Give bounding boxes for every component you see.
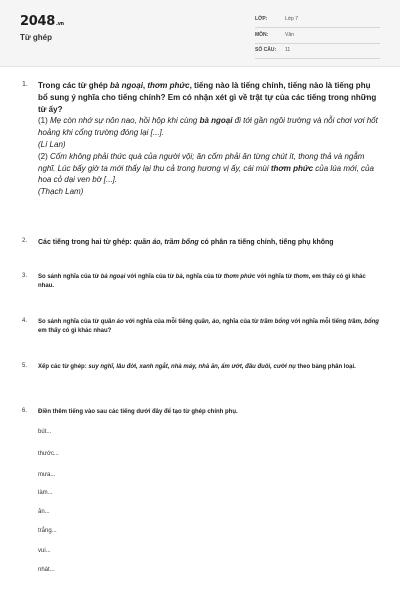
emphasized-term: bà ngoại [100,274,126,280]
question-text-run: So sánh nghĩa của từ [38,319,101,325]
emphasized-term: thơm phức [270,163,314,173]
document-header [0,0,400,67]
question-text [38,363,380,372]
emphasized-term: trầm, bổng [347,319,379,325]
answer-prompt: trắng... [38,528,57,534]
emphasized-term: bà [175,274,183,280]
question-text-run: So sánh nghĩa của từ [38,274,101,280]
question-text-run: với nghĩa từ [255,274,294,280]
logo-main: 2048 [20,14,55,29]
question-number: 1. [22,81,28,88]
meta-row-subject [255,29,380,44]
meta-value: 11 [285,47,291,53]
meta-value: Văn [285,32,294,38]
topic-title: Từ ghép [20,33,53,42]
question-text-run: Xếp các từ ghép: [38,364,89,370]
quote-number: (1) [38,116,50,126]
answer-prompt: làm... [38,490,53,496]
meta-label: LỚP: [255,16,268,22]
answer-prompt: mưa... [38,472,56,478]
logo-sub: .vn [55,21,64,27]
question-text [38,318,380,335]
quote-author: (Thạch Lam) [38,187,84,197]
question-text-run: với nghĩa mỗi tiếng [289,319,348,325]
question-text-run: em thấy có gì khác nhau? [38,327,112,334]
answer-prompt: thước... [38,451,59,457]
quote-number: (2) [38,151,50,161]
question-text [38,238,380,247]
question-number: 6. [22,408,28,414]
quote-text: đi tới gần ngôi trường và nỗi chơi vơi hốt hoảng khi cổng trường đóng lại [...]. [38,116,378,138]
question-number: 2. [22,238,28,244]
answer-prompt: nhát... [38,567,55,573]
quote-text: Mẹ còn nhớ sự nôn nao, hồi hộp khi cùng [50,116,200,126]
emphasized-term: trầm bổng [260,319,290,325]
quote-author: (Lí Lan) [38,139,66,149]
emphasized-term: thơm phức [147,81,190,90]
question-text-run: , nghĩa của từ [182,274,224,280]
emphasized-term: bà ngoại [199,116,233,126]
question-text-run: với nghĩa của mỗi tiếng [123,319,195,325]
question-text-run: , tiếng nào là tiếng chính, tiếng nào là tiếng phụ bổ sung ý nghĩa cho tiếng chính? Em có nhận xét gì về trật tự của các tiếng trong những từ ấy? [38,81,377,114]
question-text-run: Trong các từ ghép [38,81,111,90]
emphasized-term: quần, áo [194,319,219,325]
meta-value: Lớp 7 [285,16,299,22]
question-text [38,273,380,290]
question-text-run: với nghĩa của từ [125,274,176,280]
quote-text: của lúa mới, của hoa cỏ dại ven bờ [...]. [38,163,374,185]
question-text-run: , [142,81,148,90]
question-text-run: Điền thêm tiếng vào sau các tiếng dưới đây để tạo từ ghép chính phụ. [38,409,238,415]
emphasized-term: suy nghĩ, lâu đời, xanh ngắt, nhà máy, nhà ăn, ẩm ướt, đầu đuôi, cười nụ [88,364,296,370]
quote-text: Cốm không phải thức quà của người vội; ăn cốm phải ăn từng chút ít, thong thả và ngẫm nghĩ. Lúc bấy giờ ta mới thấy lại thu cả trong hương vị ấy, cái mùi [38,151,365,173]
question-number: 4. [22,318,28,324]
question-text-run: theo bảng phân loại. [295,364,356,370]
meta-row-count [255,44,380,59]
question-text [38,408,380,417]
question-text-run: , em thấy có gì khác nhau. [38,274,366,289]
emphasized-term: thơm phức [223,274,256,280]
answer-prompt: ăn... [38,509,50,515]
emphasized-term: bà ngoại [110,81,143,90]
question-text-run: có phân ra tiếng chính, tiếng phụ không [198,239,334,246]
emphasized-term: quần áo, trầm bổng [133,239,199,246]
question-number: 5. [22,363,28,369]
question-number: 3. [22,273,28,279]
emphasized-term: quần áo [100,319,124,325]
emphasized-term: thơm [293,274,309,280]
meta-label: SỐ CÂU: [255,47,277,53]
meta-row-class [255,13,380,28]
answer-prompt: bút... [38,429,52,435]
answer-prompt: vui... [38,548,51,554]
question-text [38,80,380,198]
meta-label: MÔN: [255,32,269,38]
logo [20,14,64,29]
question-text-run: Các tiếng trong hai từ ghép: [38,239,134,246]
question-text-run: , nghĩa của từ [218,319,260,325]
